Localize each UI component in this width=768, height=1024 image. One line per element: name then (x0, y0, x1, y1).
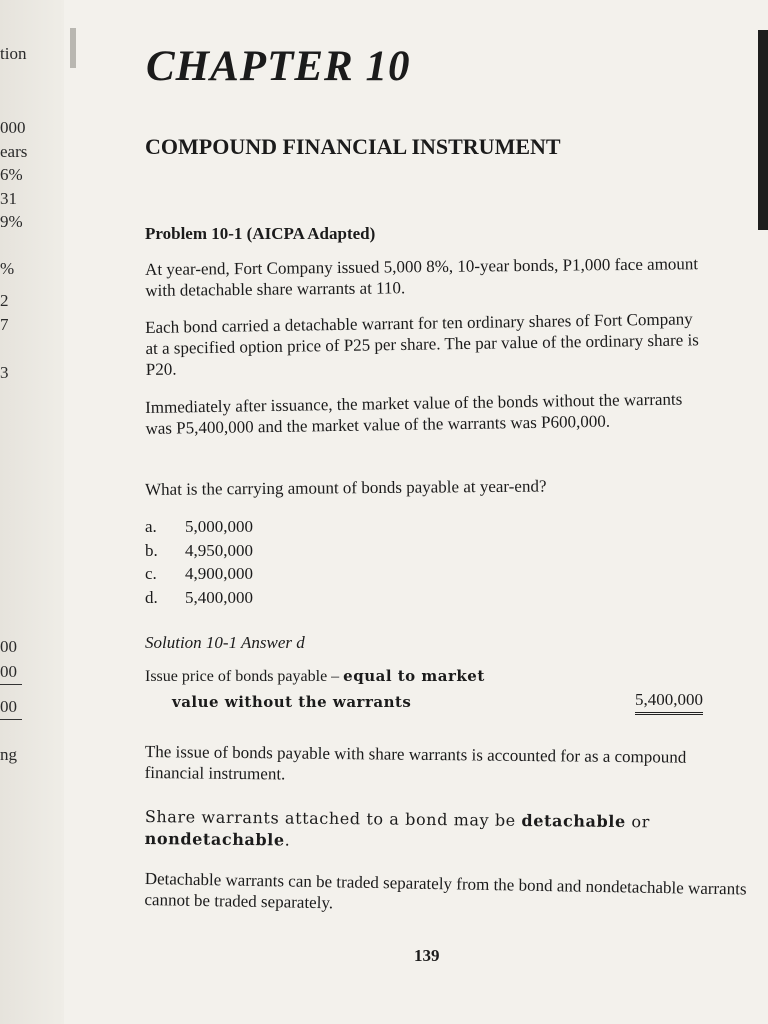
margin-fragment: ng (0, 745, 17, 764)
body-paragraph: The issue of bonds payable with share warrants is accounted for as a compound financial instrument. (144, 741, 687, 784)
chapter-title: CHAPTER 10 (146, 43, 411, 90)
margin-fragment: ears (0, 142, 28, 161)
margin-fragment: 31 (0, 189, 17, 208)
margin-fragment: 00 (0, 637, 17, 656)
text-run: . (284, 830, 291, 850)
margin-fragment: 000 (0, 118, 26, 137)
margin-fragment: tion (0, 44, 27, 63)
margin-fragment-rule (0, 719, 22, 720)
margin-fragment: 2 (0, 291, 9, 310)
issue-price-label-bold: equal to market (343, 667, 485, 685)
text-run-bold: nondetachable (144, 828, 285, 850)
margin-fragment-rule (0, 684, 22, 685)
text-run: Share warrants attached to a bond may be (144, 806, 522, 830)
problem-paragraph: Each bond carried a detachable warrant for ten ordinary shares of Fort Company at a specified option price of P25 per share. The par value of the ordinary share is P20. (145, 309, 699, 379)
problem-paragraph: At year-end, Fort Company issued 5,000 8%, 10-year bonds, P1,000 face amount with detachable share warrants at 110. (145, 254, 699, 300)
choice-letter: b. (145, 540, 158, 560)
page-edge-shadow (758, 30, 768, 230)
choice-letter: a. (145, 517, 157, 536)
answer-choice (145, 515, 253, 539)
body-paragraph: Detachable warrants can be traded separately from the bond and nondetachable warrants cannot be traded separately. (144, 868, 747, 913)
page-number: 139 (414, 946, 440, 965)
choice-value: 5,400,000 (185, 587, 253, 607)
text-run-bold: detachable (521, 810, 626, 832)
choice-value: 4,950,000 (185, 540, 253, 560)
choice-value: 5,000,000 (185, 517, 253, 536)
body-paragraph (145, 806, 745, 856)
answer-choice (145, 586, 253, 610)
margin-fragment: % (0, 259, 15, 278)
issue-price-amount: 5,400,000 (635, 690, 703, 715)
section-title: COMPOUND FINANCIAL INSTRUMENT (145, 134, 561, 159)
answer-choices (145, 515, 253, 609)
choice-letter: c. (145, 564, 157, 583)
problem-title: Problem 10-1 (AICPA Adapted) (145, 224, 376, 243)
problem-question: What is the carrying amount of bonds payable at year-end? (145, 476, 547, 499)
issue-price-label-plain: Issue price of bonds payable – (145, 668, 344, 685)
issue-price-label-cont: value without the warrants (172, 693, 412, 711)
choice-value: 4,900,000 (185, 564, 253, 583)
margin-fragment: 6% (0, 165, 23, 184)
margin-fragment: 00 (0, 697, 17, 716)
page-gutter-shadow (70, 28, 76, 68)
solution-title: Solution 10-1 Answer d (145, 633, 305, 652)
issue-price-label (145, 667, 485, 686)
choice-letter: d. (145, 587, 158, 607)
margin-fragment: 3 (0, 363, 9, 382)
answer-choice (145, 539, 253, 563)
margin-fragment: 00 (0, 662, 17, 681)
problem-paragraph: Immediately after issuance, the market value of the bonds without the warrants was P5,400,000 and the market value of the warrants was P600,000. (145, 389, 683, 438)
text-run: or (625, 812, 651, 832)
margin-fragment: 7 (0, 315, 9, 334)
answer-choice (145, 562, 253, 586)
margin-fragment: 9% (0, 212, 23, 231)
